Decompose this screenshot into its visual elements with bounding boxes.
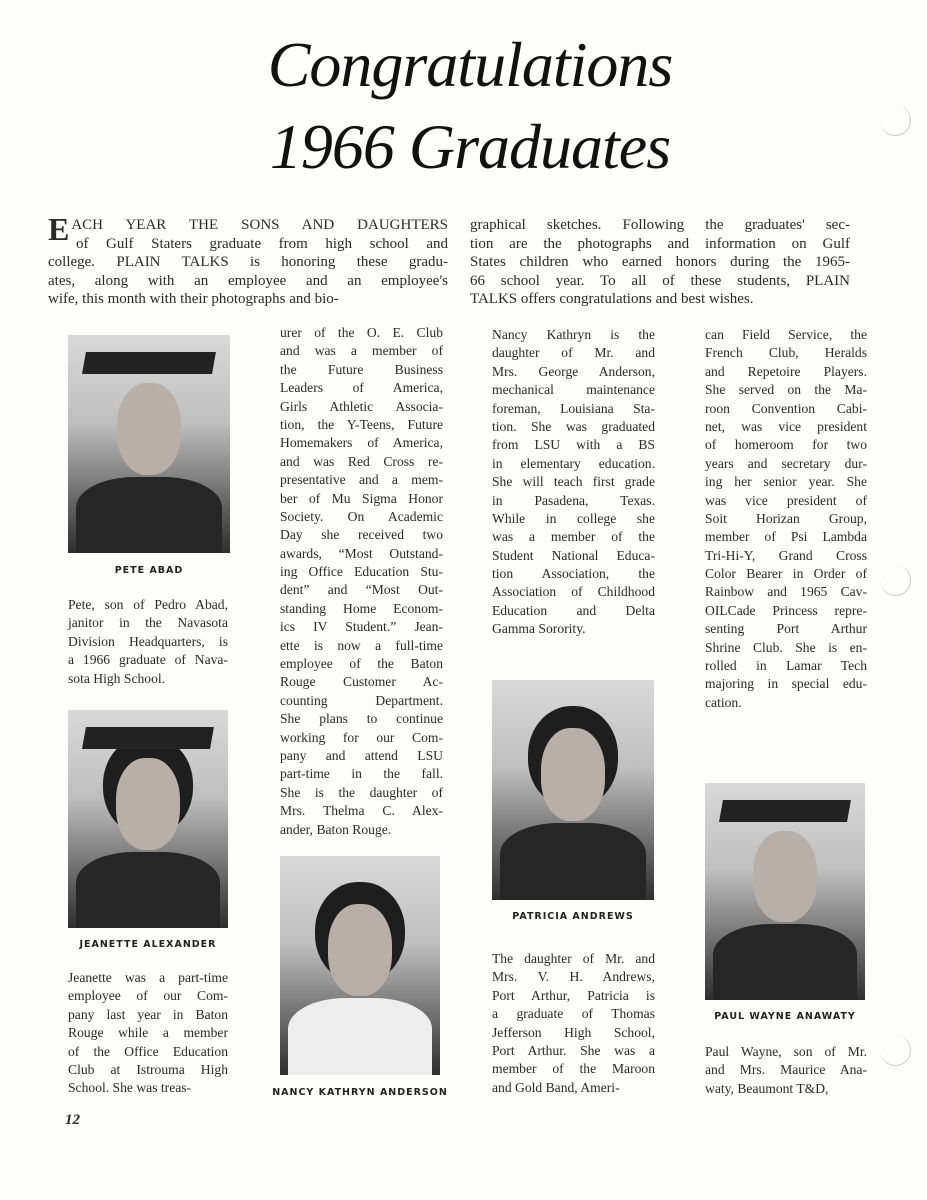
text-line: ics IV Student.” Jean- <box>280 619 443 635</box>
text-line: and Gold Band, Ameri- <box>492 1079 620 1095</box>
text-line: Society. On Academic <box>280 508 443 524</box>
text-line: Nancy Kathryn is the <box>492 327 655 342</box>
text-line: pany last year in Baton <box>68 1006 228 1022</box>
text-line: She will teach first grade <box>492 474 655 490</box>
text-line: TALKS offers congratulations and best wishes. <box>470 291 754 308</box>
text-line: employee of our Com- <box>68 988 228 1004</box>
photo-jeanette-alexander <box>68 710 228 928</box>
text-line: She served on the Ma- <box>705 382 867 398</box>
text-line: awards, “Most Outstand- <box>280 545 443 561</box>
text-line: Jeanette was a part-time <box>68 970 228 985</box>
text-line: Homemakers of America, <box>280 435 443 451</box>
text-line: tion, the Y-Teens, Future <box>280 416 443 432</box>
text-line: roon Convention Cabi- <box>705 400 867 416</box>
bio-jeanette-continued <box>280 324 443 839</box>
drop-cap: E <box>48 211 70 247</box>
text-line: and was Red Cross re- <box>280 453 443 469</box>
text-line: Shrine Club. She is en- <box>705 639 867 655</box>
text-line: rolled in Lamar Tech <box>705 658 867 674</box>
text-line: foreman, Louisiana Sta- <box>492 400 655 416</box>
text-line: States children who earned honors during the 1965- <box>470 254 850 271</box>
text-line: Student National Educa- <box>492 547 655 563</box>
text-line: wife, this month with their photographs and bio- <box>48 291 339 308</box>
text-line: French Club, Heralds <box>705 345 867 361</box>
text-line: presentative and a mem- <box>280 472 443 488</box>
text-line: tion are the photographs and information on Gulf <box>470 235 850 252</box>
text-line: cation. <box>705 694 742 710</box>
text-line: Soit Horizan Group, <box>705 510 867 526</box>
title-line-1: Congratulations <box>267 29 673 100</box>
text-line: ing her senior year. She <box>705 474 867 490</box>
text-line: urer of the O. E. Club <box>280 325 443 340</box>
text-line: college. PLAIN TALKS is honoring these gradu- <box>48 254 448 271</box>
text-line: and Repetoire Players. <box>705 363 867 379</box>
text-line: ander, Baton Rouge. <box>280 821 392 837</box>
text-line: Education and Delta <box>492 602 655 618</box>
text-line: The daughter of Mr. and <box>492 951 655 966</box>
text-line: Paul Wayne, son of Mr. <box>705 1044 867 1059</box>
punch-hole <box>880 105 911 136</box>
caption-jeanette-alexander: JEANETTE ALEXANDER <box>79 939 217 950</box>
text-line: Mrs. V. H. Andrews, <box>492 969 655 985</box>
text-line: and was a member of <box>280 343 443 359</box>
text-line: of the Office Education <box>68 1043 228 1059</box>
photo-patricia-andrews <box>492 680 654 900</box>
text-line: part-time in the fall. <box>280 766 443 782</box>
text-line: Jefferson High School, <box>492 1024 655 1040</box>
text-line: employee of the Baton <box>280 656 443 672</box>
bio-nancy-anderson <box>492 326 655 639</box>
text-line: ates, along with an employee and an employee's <box>48 272 448 289</box>
text-line: can Field Service, the <box>705 327 867 342</box>
bio-paul-anawaty <box>705 1043 867 1098</box>
text-line: ing Office Education Stu- <box>280 564 443 580</box>
text-line: mechanical maintenance <box>492 382 655 398</box>
photo-nancy-anderson <box>280 856 440 1075</box>
text-line: Association of Childhood <box>492 584 655 600</box>
photo-pete-abad <box>68 335 230 553</box>
text-line: dent” and “Most Out- <box>280 582 443 598</box>
text-line: 66 school year. To all of these students, PLAIN <box>470 272 850 289</box>
text-line: ber of Mu Sigma Honor <box>280 490 443 506</box>
text-line: was a member of the <box>492 529 655 545</box>
text-line: ette is now a full-time <box>280 637 443 653</box>
text-line: in Pasadena, Texas. <box>492 492 655 508</box>
intro-right <box>470 216 850 309</box>
punch-hole <box>880 565 911 596</box>
text-line: standing Home Econom- <box>280 600 443 616</box>
bio-jeanette-alexander <box>68 969 228 1098</box>
title-line-2: 1966 Graduates <box>269 111 671 182</box>
text-line: and Mrs. Maurice Ana- <box>705 1062 867 1078</box>
text-line: member of the Maroon <box>492 1061 655 1077</box>
text-line: Port Arthur, Patricia is <box>492 987 655 1003</box>
text-line: graphical sketches. Following the graduates' sec- <box>470 217 850 233</box>
text-line: She is the daughter of <box>280 784 443 800</box>
text-line: of homeroom for two <box>705 437 867 453</box>
text-line: the Future Business <box>280 361 443 377</box>
bio-pete-abad <box>68 596 228 688</box>
text-line: working for our Com- <box>280 729 443 745</box>
punch-hole <box>880 1035 911 1066</box>
text-line: Gamma Sorority. <box>492 621 586 637</box>
bio-patricia-continued <box>705 326 867 712</box>
text-line: a 1966 graduate of Nava- <box>68 652 228 668</box>
text-line: net, was vice president <box>705 418 867 434</box>
text-line: sota High School. <box>68 670 166 686</box>
text-line: OILCade Princess repre- <box>705 602 867 618</box>
photo-paul-anawaty <box>705 783 865 1000</box>
text-line: of Gulf Staters graduate from high school and <box>76 235 448 252</box>
text-line: tion Association, the <box>492 566 655 582</box>
text-line: While in college she <box>492 510 655 526</box>
text-line: was vice president of <box>705 492 867 508</box>
text-line: Mrs. Thelma C. Alex- <box>280 803 443 819</box>
text-line: Rainbow and 1965 Cav- <box>705 584 867 600</box>
text-line: Mrs. George Anderson, <box>492 363 655 379</box>
text-line: Division Headquarters, is <box>68 633 228 649</box>
text-line: daughter of Mr. and <box>492 345 655 361</box>
text-line: Port Arthur. She was a <box>492 1042 655 1058</box>
text-line: tion. She was graduated <box>492 418 655 434</box>
text-line: from LSU with a BS <box>492 437 655 453</box>
text-line: years and secretary dur- <box>705 455 867 471</box>
text-line: senting Port Arthur <box>705 621 867 637</box>
text-line: majoring in special edu- <box>705 676 867 692</box>
text-line: Club at Istrouma High <box>68 1061 228 1077</box>
caption-pete-abad: PETE ABAD <box>114 565 184 576</box>
text-line: waty, Beaumont T&D, <box>705 1080 829 1096</box>
intro-left <box>48 211 448 309</box>
caption-paul-anawaty: PAUL WAYNE ANAWATY <box>714 1011 856 1022</box>
text-line: member of Psi Lambda <box>705 529 867 545</box>
text-line: Rouge while a member <box>68 1025 228 1041</box>
text-line: School. She was treas- <box>68 1080 192 1096</box>
text-line: Leaders of America, <box>280 380 443 396</box>
text-line: Color Bearer in Order of <box>705 566 867 582</box>
text-line: Pete, son of Pedro Abad, <box>68 597 228 612</box>
text-line: in elementary education. <box>492 455 655 471</box>
text-line: pany and attend LSU <box>280 747 443 763</box>
caption-nancy-anderson: NANCY KATHRYN ANDERSON <box>272 1087 448 1098</box>
text-line: Tri-Hi-Y, Grand Cross <box>705 547 867 563</box>
text-line: She plans to continue <box>280 711 443 727</box>
text-line: ACH YEAR THE SONS AND DAUGHTERS <box>71 217 448 233</box>
text-line: Rouge Customer Ac- <box>280 674 443 690</box>
text-line: a graduate of Thomas <box>492 1006 655 1022</box>
text-line: Girls Athletic Associa- <box>280 398 443 414</box>
caption-patricia-andrews: PATRICIA ANDREWS <box>512 911 634 922</box>
page-number: 12 <box>65 1112 80 1128</box>
text-line: counting Department. <box>280 692 443 708</box>
text-line: Day she received two <box>280 527 443 543</box>
bio-patricia-andrews <box>492 950 655 1097</box>
text-line: janitor in the Navasota <box>68 615 228 631</box>
